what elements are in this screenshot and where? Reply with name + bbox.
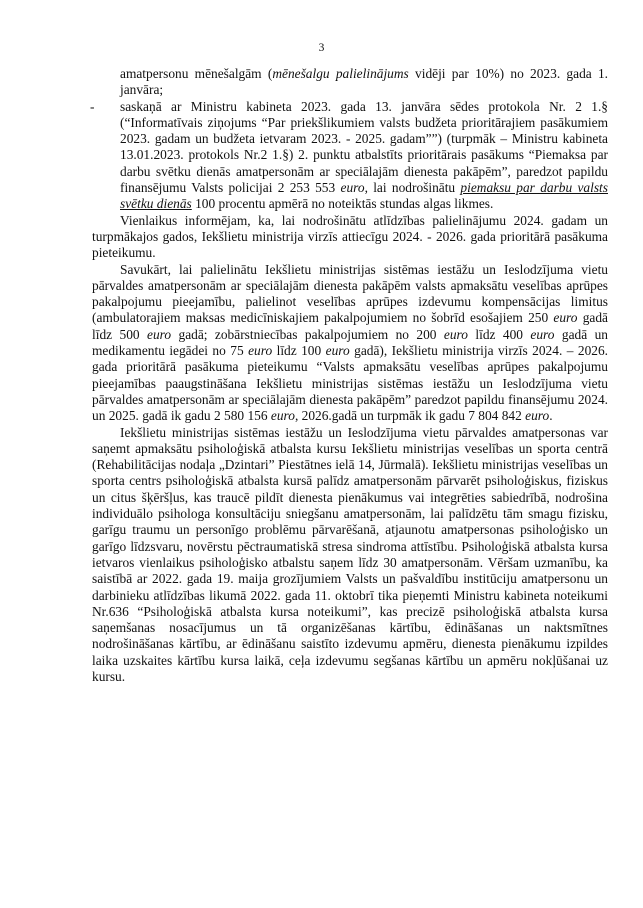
text-run: 100 procentu apmērā no noteiktās stundas algas likmes. [191, 196, 494, 212]
document-body [92, 66, 608, 685]
text-run: Iekšlietu ministrijas sistēmas iestāžu un Ieslodzījuma vietu pārvaldes amatpersonas var saņemt apmaksātu psiholoģiskā atbalsta kursu Iekšlietu ministrijas veselības un sporta centrā (Rehabilitācijas nodaļa „Dzintari” Piestātnes ielā 14, Jūrmalā). Iekšlietu ministrijas veselības un sporta centrs psiholoģiskā atbalsta kursā palīdz amatpersonām pārvarēt psiholoģiskus, fiziskus un citus šķēršļus, kas traucē pildīt dienesta pienākumus vai integrēties sabiedrībā, nodrošina individuālo psihologa konsultāciju sniegšanu amatpersonām, lai palīdzētu tām smagu fizisku, garīgu traumu un personīgo problēmu pārvarēšanā, atjaunotu amatpersonas psiholoģisko un garīgo līdzsvaru, novērstu pēctraumatiskā stresa sindroma attīstību. Psiholoģiskā atbalsta kursa ietvaros vienlaikus psiholoģisko atbalstu saņem līdz 30 amatpersonām. Vēršam uzmanību, ka saistībā ar 2022. gada 19. maija grozījumiem Valsts un pašvaldību institūciju amatpersonu un darbinieku atlīdzības likumā 2022. gada 11. oktobrī tika pieņemti Ministru kabineta noteikumi Nr.636 “Psiholoģiskā atbalsta kursa noteikumi”, kas precizē psiholoģiskā atbalsta kursa saņemšanas nosacījumus un tā organizēšanas kārtību, ēdināšanas un naktsmītnes nodrošināšanas kārtību, ar ēdināšanu saistīto izdevumu apmēru, dienesta pienākumu izpildes laika uzskaites kārtību kursa laikā, ceļa izdevumu segšanas kārtību un apmēru nokļūšanai uz kursu. [92, 424, 608, 684]
text-run: . [549, 408, 553, 424]
text-run: saskaņā ar Ministru kabineta 2023. gada 13. janvāra sēdes protokola Nr. 2 1.§ (“Informatīvais ziņojums “Par priekšlikumiem valsts budžeta prioritārajiem pasākumiem 2023. gadam un budžeta ietvaram 2023. - 2025. gadam””) (turpmāk – Ministru kabineta 13.01.2023. protokols Nr.2 1.§) 2. punktu atbalstīts prioritārais pasākums “Piemaksa par darbu svētku dienās amatpersonām ar speciālajām dienesta pakāpēm”, paredzot papildu finansējumu Valsts policijai 2 253 553 [120, 98, 608, 196]
emphasis-text: euro [325, 343, 350, 359]
text-run: līdz 100 [272, 343, 326, 359]
emphasis-underlined-text: piemaksu par darbu valsts svētku dienās [120, 180, 608, 212]
bullet-item [90, 98, 608, 213]
paragraph-salary-increase [92, 213, 608, 262]
paragraph-healthcare-limits [92, 262, 608, 425]
text-run: gadā līdz 500 [92, 310, 608, 342]
text-run: gadā un medikamentu iegādei no 75 [92, 326, 608, 359]
emphasis-text: euro [248, 343, 273, 359]
text-run: vidēji par 10%) no 2023. gada 1. janvāra; [120, 66, 609, 98]
text-run: Vienlaikus informējam, ka, lai nodrošinātu atlīdzības palielinājumu 2024. gadam un turpmākajos gados, Iekšlietu ministrija virzīs attiecīgu 2024. - 2026. gada prioritārā pasākuma pieteikumu. [92, 212, 608, 261]
emphasis-text: mēnešalgu palielinājums [272, 66, 409, 81]
page-number: 3 [318, 42, 325, 54]
emphasis-text: euro [525, 408, 550, 424]
bullet-dash: - [90, 98, 95, 114]
text-run: līdz 400 [467, 326, 531, 342]
paragraph-psychological-support [92, 425, 608, 686]
emphasis-text: euro [270, 408, 295, 424]
text-run: gadā), Iekšlietu ministrija virzīs 2024. – 2026. gada prioritārā pasākuma pieteikumu “Valsts apmaksātu veselības aprūpes pakalpojumu pieejamības paaugstināšana Iekšlietu ministrijas sistēmas iestāžu un Ieslodzījuma vietu pārvaldes amatpersonām ar speciālajām dienesta pakāpēm” paredzot papildu finansējumu 2024. un 2025. gadā ik gadu 2 580 156 [92, 343, 608, 424]
bullet-text [120, 99, 608, 212]
text-run: amatpersonu mēnešalgām ( [120, 66, 273, 81]
emphasis-text: euro [553, 310, 578, 326]
emphasis-text: euro [340, 180, 365, 196]
emphasis-text: euro [443, 326, 468, 342]
emphasis-text: euro [147, 326, 172, 342]
text-run: , 2026.gadā un turpmāk ik gadu 7 804 842 [294, 408, 526, 424]
continuation-paragraph [120, 66, 608, 99]
text-run: Savukārt, lai palielinātu Iekšlietu ministrijas sistēmas iestāžu un Ieslodzījuma vietu pārvaldes amatpersonām ar speciālajām dienesta pakāpēm valsts apmaksātu veselības aprūpes pakalpojumu pieejamību, palielinot veselības aprūpes izdevumu kompensācijas limitus (ambulatorajiem maksas medicīniskajiem pakalpojumiem no šobrīd esošajiem 250 [92, 261, 608, 326]
text-run: gadā; zobārstniecības pakalpojumiem no 200 [171, 326, 444, 342]
text-run: , lai nodrošinātu [364, 180, 461, 196]
emphasis-text: euro [530, 326, 555, 342]
